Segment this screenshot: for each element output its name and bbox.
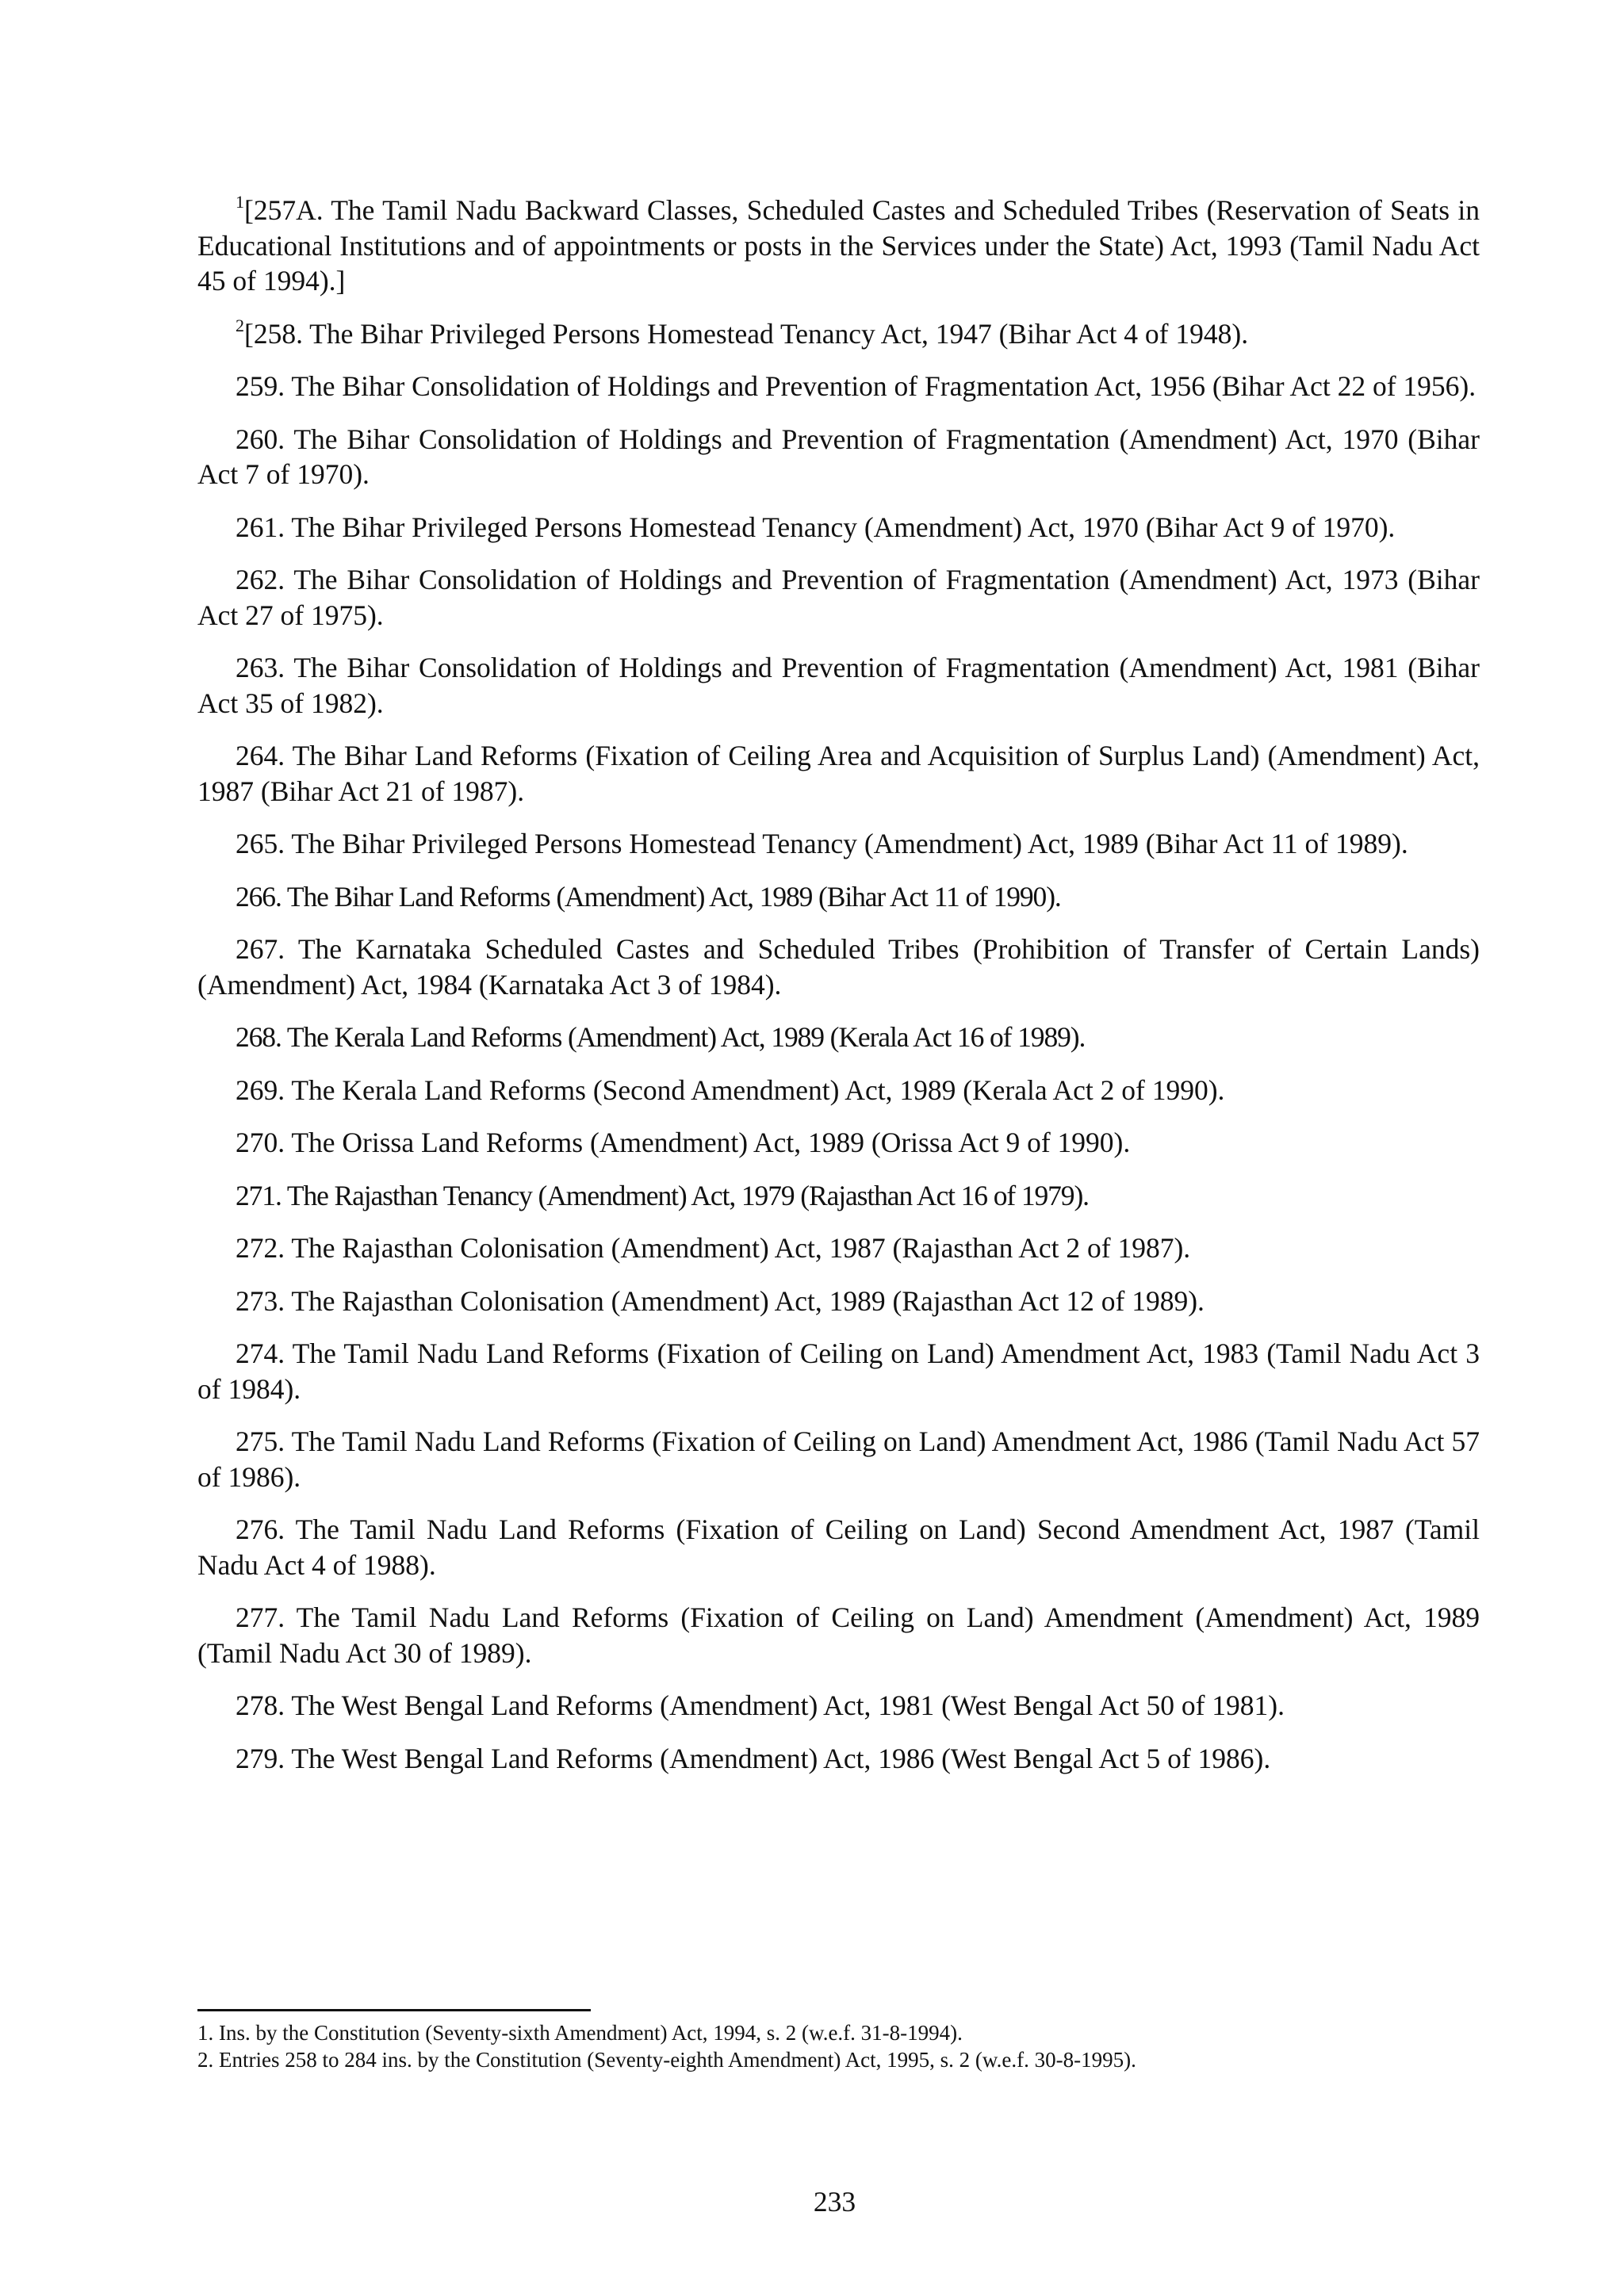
entry-262: 262. The Bihar Consolidation of Holdings and Prevention of Fragmentation (Amendment) Act, 1973 (Bihar Act 27 of 1975). (197, 564, 1480, 631)
entry-277: 277. The Tamil Nadu Land Reforms (Fixation of Ceiling on Land) Amendment (Amendment) Act, 1989 (Tamil Nadu Act 30 of 1989). (197, 1601, 1480, 1669)
entry-273: 273. The Rajasthan Colonisation (Amendment) Act, 1989 (Rajasthan Act 12 of 1989). (236, 1284, 1205, 1317)
footnote-2: 2. Entries 258 to 284 ins. by the Constitution (Seventy-eighth Amendment) Act, 1995, s. 2 (w.e.f. 30-8-1995). (197, 2048, 1136, 2072)
entry-258 (197, 316, 1480, 352)
footnotes (197, 2019, 1480, 2073)
schedule-entries (197, 193, 1480, 1793)
entry-278: 278. The West Bengal Land Reforms (Amendment) Act, 1981 (West Bengal Act 50 of 1981). (236, 1689, 1285, 1721)
entry-272: 272. The Rajasthan Colonisation (Amendment) Act, 1987 (Rajasthan Act 2 of 1987). (236, 1232, 1191, 1264)
entry-275: 275. The Tamil Nadu Land Reforms (Fixation of Ceiling on Land) Amendment Act, 1986 (Tamil Nadu Act 57 of 1986). (197, 1425, 1480, 1493)
page-number: 233 (813, 2186, 856, 2218)
entry-269: 269. The Kerala Land Reforms (Second Amendment) Act, 1989 (Kerala Act 2 of 1990). (236, 1073, 1225, 1106)
entry-268: 268. The Kerala Land Reforms (Amendment) Act, 1989 (Kerala Act 16 of 1989). (236, 1021, 1086, 1053)
entry-259: 259. The Bihar Consolidation of Holdings and Prevention of Fragmentation Act, 1956 (Bihar Act 22 of 1956). (236, 370, 1477, 402)
entry-271: 271. The Rajasthan Tenancy (Amendment) Act, 1979 (Rajasthan Act 16 of 1979). (236, 1179, 1089, 1211)
entry-text: [257A. The Tamil Nadu Backward Classes, Scheduled Castes and Scheduled Tribes (Reservation of Seats in Educational Institutions and of appointments or posts in the Services under the State) Act, 1993 (Tamil Nadu Act 45 of 1994).] (197, 194, 1480, 297)
entry-257a (197, 193, 1480, 299)
entry-264: 264. The Bihar Land Reforms (Fixation of Ceiling Area and Acquisition of Surplus Land) (Amendment) Act, 1987 (Bihar Act 21 of 1987). (197, 740, 1480, 807)
entry-266: 266. The Bihar Land Reforms (Amendment) Act, 1989 (Bihar Act 11 of 1990). (236, 880, 1061, 913)
entry-267: 267. The Karnataka Scheduled Castes and Scheduled Tribes (Prohibition of Transfer of Certain Lands) (Amendment) Act, 1984 (Karnataka Act 3 of 1984). (197, 933, 1480, 1001)
entry-274: 274. The Tamil Nadu Land Reforms (Fixation of Ceiling on Land) Amendment Act, 1983 (Tamil Nadu Act 3 of 1984). (197, 1337, 1480, 1405)
entry-265: 265. The Bihar Privileged Persons Homestead Tenancy (Amendment) Act, 1989 (Bihar Act 11 of 1989). (236, 828, 1408, 859)
footnote-1: 1. Ins. by the Constitution (Seventy-sixth Amendment) Act, 1994, s. 2 (w.e.f. 31-8-1994). (197, 2021, 963, 2045)
footnote-marker-1: 1 (236, 192, 244, 212)
entry-263: 263. The Bihar Consolidation of Holdings and Prevention of Fragmentation (Amendment) Act, 1981 (Bihar Act 35 of 1982). (197, 652, 1480, 719)
entry-261: 261. The Bihar Privileged Persons Homestead Tenancy (Amendment) Act, 1970 (Bihar Act 9 of 1970). (236, 511, 1396, 543)
entry-279: 279. The West Bengal Land Reforms (Amendment) Act, 1986 (West Bengal Act 5 of 1986). (236, 1742, 1271, 1774)
entry-260: 260. The Bihar Consolidation of Holdings and Prevention of Fragmentation (Amendment) Act, 1970 (Bihar Act 7 of 1970). (197, 423, 1480, 490)
entry-text: [258. The Bihar Privileged Persons Homestead Tenancy Act, 1947 (Bihar Act 4 of 1948). (244, 317, 1249, 350)
entry-270: 270. The Orissa Land Reforms (Amendment) Act, 1989 (Orissa Act 9 of 1990). (236, 1127, 1131, 1158)
footnote-divider (197, 2009, 591, 2011)
footnote-marker-2: 2 (236, 315, 244, 335)
entry-276: 276. The Tamil Nadu Land Reforms (Fixation of Ceiling on Land) Second Amendment Act, 1987 (Tamil Nadu Act 4 of 1988). (197, 1513, 1480, 1581)
